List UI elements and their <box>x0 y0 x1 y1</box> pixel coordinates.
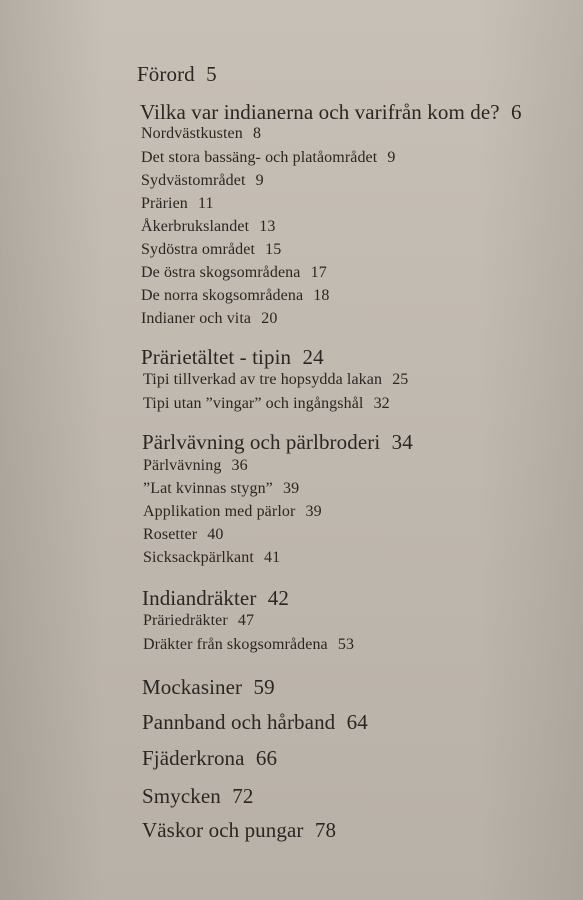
toc-title: Nordvästkusten <box>141 125 243 142</box>
toc-entry <box>143 480 299 498</box>
toc-page-number: 78 <box>314 818 337 842</box>
toc-entry <box>143 457 248 475</box>
toc-entry <box>143 526 223 544</box>
toc-page-number: 39 <box>282 480 300 497</box>
toc-title: Indiandräkter <box>142 586 257 610</box>
toc-title: Vilka var indianerna och varifrån kom de? <box>140 100 500 124</box>
toc-title: Tipi utan ”vingar” och ingångshål <box>143 395 364 412</box>
toc-title: Prärietältet - tipin <box>141 345 292 369</box>
toc-page-number: 40 <box>207 526 224 543</box>
toc-title: Det stora bassäng- och platåområdet <box>141 149 378 166</box>
toc-entry <box>141 310 277 328</box>
toc-page-number: 9 <box>255 172 264 189</box>
toc-page-number: 15 <box>265 241 282 258</box>
toc-title: Väskor och pungar <box>142 818 304 842</box>
toc-title: Indianer och vita <box>141 310 252 327</box>
toc-page-number: 41 <box>264 549 281 566</box>
toc-title: De norra skogsområdena <box>141 287 304 304</box>
toc-title: Sydvästområdet <box>141 172 246 189</box>
toc-title: Pärlvävning <box>143 457 222 474</box>
toc-page-number: 66 <box>255 746 278 770</box>
toc-title: Åkerbrukslandet <box>141 218 250 235</box>
toc-entry <box>143 636 354 654</box>
toc-title: Dräkter från skogsområdena <box>143 636 328 653</box>
toc-page-number: 72 <box>232 784 254 808</box>
toc-entry <box>143 549 280 567</box>
toc-page-number: 11 <box>198 195 214 212</box>
toc-page-number: 6 <box>511 100 522 124</box>
toc-page-number: 8 <box>252 125 262 142</box>
toc-title: Mockasiner <box>142 675 243 699</box>
toc-entry <box>142 586 289 611</box>
toc-entry <box>141 345 324 370</box>
toc-page-number: 5 <box>206 62 217 86</box>
toc-title: Pannband och hårband <box>142 710 336 734</box>
toc-page-number: 39 <box>305 503 322 520</box>
toc-title: Sydöstra området <box>141 241 256 258</box>
toc-title: Förord <box>137 62 195 86</box>
toc-title: Prärien <box>141 195 188 212</box>
toc-page-number: 24 <box>302 345 324 369</box>
toc-title: ”Lat kvinnas stygn” <box>143 480 273 497</box>
toc-entry <box>141 125 261 143</box>
toc-page-number: 34 <box>391 430 413 454</box>
toc-entry <box>143 371 408 389</box>
toc-entry <box>142 746 277 771</box>
toc-title: Pärlvävning och pärlbroderi <box>142 430 381 454</box>
toc-entry <box>142 675 275 700</box>
toc-page-number: 36 <box>231 457 248 474</box>
toc-title: Rosetter <box>143 526 198 543</box>
toc-page-number: 17 <box>310 264 327 281</box>
toc-entry <box>141 218 275 236</box>
toc-entry <box>142 430 413 455</box>
toc-title: Präriedräkter <box>143 612 228 629</box>
toc-page-number: 53 <box>337 636 355 653</box>
toc-page-number: 32 <box>373 395 390 412</box>
toc-entry <box>143 503 322 521</box>
toc-title: Applikation med pärlor <box>143 503 296 520</box>
toc-title: Tipi tillverkad av tre hopsydda lakan <box>143 371 383 388</box>
toc-page-number: 13 <box>259 218 276 235</box>
toc-title: Sicksackpärlkant <box>143 549 254 566</box>
toc-entry <box>143 395 390 413</box>
toc-entry <box>141 172 264 190</box>
toc-page-number: 42 <box>267 586 289 610</box>
toc-page-number: 18 <box>313 287 330 304</box>
toc-entry <box>142 818 336 843</box>
toc-page-number: 59 <box>253 675 275 699</box>
toc-page-number: 64 <box>346 710 368 734</box>
toc-entry <box>143 612 254 630</box>
toc-entry <box>141 149 396 167</box>
toc-title: Smycken <box>142 784 221 808</box>
toc-entry <box>142 784 253 809</box>
toc-title: Fjäderkrona <box>142 746 245 770</box>
toc-entry <box>141 241 281 259</box>
toc-page-number: 9 <box>387 149 396 166</box>
toc-entry <box>142 710 368 735</box>
toc-page-number: 25 <box>392 371 409 388</box>
toc-page-number: 20 <box>261 310 278 327</box>
toc-entry <box>137 62 217 87</box>
toc-title: De östra skogsområdena <box>141 264 301 281</box>
toc-entry <box>141 264 327 282</box>
toc-entry <box>140 100 522 125</box>
toc-entry <box>141 287 329 305</box>
toc-entry <box>141 195 214 213</box>
toc-page-number: 47 <box>237 612 255 629</box>
